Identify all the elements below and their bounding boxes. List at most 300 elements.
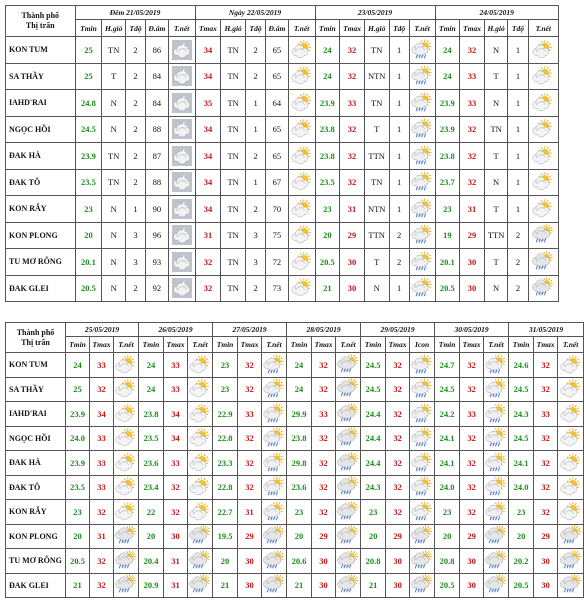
value-cell: 87	[146, 143, 168, 170]
value-cell: TN	[221, 90, 246, 117]
sun-cloud-rain-icon	[264, 404, 284, 424]
column-header: Tđộ	[125, 20, 145, 37]
value-cell: N	[102, 116, 126, 143]
weather-icon-cell	[168, 196, 195, 223]
weather-icon-cell	[484, 475, 509, 500]
value-cell: 34	[195, 63, 221, 90]
value-cell: 92	[146, 275, 168, 302]
tmin-cell: 21	[66, 573, 90, 598]
tmax-cell: 30	[312, 549, 336, 574]
sun-cloud-icon	[190, 404, 210, 424]
value-cell: TN	[221, 169, 246, 196]
cloud-rain-icon	[561, 575, 581, 595]
value-cell: 24	[315, 63, 340, 90]
weather-icon-cell	[288, 222, 315, 249]
tmin-cell: 22.8	[213, 426, 238, 451]
weather-icon-cell	[410, 402, 435, 427]
city-name: NGỌC HỒI	[6, 426, 66, 451]
value-cell: 20.5	[435, 275, 460, 302]
weather-icon-cell	[484, 402, 509, 427]
tmax-cell: 32	[460, 426, 484, 451]
weather-icon-cell	[288, 90, 315, 117]
night-cloud-icon	[172, 278, 192, 298]
weather-icon-cell	[558, 353, 584, 378]
value-cell: 32	[195, 249, 221, 276]
sun-cloud-icon	[292, 278, 312, 298]
day-header: Đêm 21/05/2019	[75, 6, 195, 20]
value-cell: 23.9	[435, 90, 460, 117]
column-header: Tmax	[312, 337, 336, 353]
tmax-cell: 29	[238, 524, 262, 549]
value-cell: 24.8	[75, 90, 102, 117]
weather-icon-cell	[336, 524, 361, 549]
tmax-cell: 32	[386, 402, 410, 427]
tmin-cell: 24.5	[509, 377, 534, 402]
tmax-cell: 32	[386, 426, 410, 451]
weather-icon-cell	[484, 573, 509, 598]
city-column-header: Thành phố Thị trấn	[6, 6, 76, 37]
weather-icon-cell	[409, 249, 435, 276]
weather-icon-cell	[168, 222, 195, 249]
column-header: Tmax	[195, 20, 221, 37]
city-name: KON PLONG	[6, 222, 76, 249]
sun-cloud-rain-icon	[412, 404, 432, 424]
sun-cloud-rain-icon	[486, 453, 506, 473]
value-cell: 1	[389, 90, 409, 117]
tmax-cell: 30	[386, 573, 410, 598]
value-cell: 1	[508, 196, 528, 223]
tmax-cell: 32	[460, 353, 484, 378]
weather-icon-cell	[188, 426, 213, 451]
value-cell: TN	[221, 37, 246, 64]
weather-icon-cell	[168, 116, 195, 143]
value-cell: 23.9	[315, 90, 340, 117]
tmin-cell: 24.1	[435, 451, 460, 476]
tmax-cell: 33	[90, 451, 114, 476]
sun-cloud-icon	[190, 453, 210, 473]
column-header: T.nết	[558, 337, 584, 353]
tmin-cell: 24.5	[509, 426, 534, 451]
sun-cloud-icon	[561, 477, 581, 497]
tmax-cell: 32	[534, 475, 558, 500]
city-column-header: Thành phố Thị trấn	[6, 323, 66, 353]
weather-icon-cell	[409, 222, 435, 249]
column-header: T.nết	[262, 337, 287, 353]
weather-icon-cell	[336, 573, 361, 598]
value-cell: TN	[364, 90, 389, 117]
weather-icon-cell	[410, 475, 435, 500]
tmax-cell: 33	[164, 377, 188, 402]
weather-icon-cell	[409, 37, 435, 64]
tmin-cell: 24.1	[435, 426, 460, 451]
column-header: T.nết	[114, 337, 139, 353]
tmin-cell: 24.5	[361, 377, 386, 402]
tmin-cell: 23.8	[139, 402, 164, 427]
tmin-cell: 24.6	[509, 353, 534, 378]
weather-icon-cell	[114, 377, 139, 402]
tmin-cell: 20	[287, 524, 312, 549]
value-cell: 32	[340, 37, 365, 64]
tmin-cell: 24	[66, 353, 90, 378]
sun-cloud-icon	[190, 379, 210, 399]
cloud-rain-icon	[561, 551, 581, 571]
sun-cloud-rain-icon	[412, 93, 432, 113]
weather-icon-cell	[262, 500, 287, 525]
weather-icon-cell	[558, 573, 584, 598]
value-cell: 23.5	[315, 169, 340, 196]
sun-cloud-icon	[533, 172, 553, 192]
tmin-cell: 20.6	[287, 549, 312, 574]
value-cell: 20.5	[75, 275, 102, 302]
cloud-rain-icon	[412, 575, 432, 595]
sun-cloud-rain-icon	[264, 477, 284, 497]
weather-icon-cell	[288, 196, 315, 223]
day-header: 29/05/2019	[361, 323, 435, 337]
value-cell: TN	[221, 196, 246, 223]
value-cell: 93	[146, 249, 168, 276]
tmin-cell: 24.0	[509, 475, 534, 500]
column-header: Tmin	[315, 20, 340, 37]
tmax-cell: 32	[460, 377, 484, 402]
value-cell: 25	[75, 63, 102, 90]
sun-cloud-icon	[190, 428, 210, 448]
value-cell: TN	[221, 63, 246, 90]
tmin-cell: 24.3	[361, 475, 386, 500]
sun-cloud-icon	[533, 93, 553, 113]
tmax-cell: 33	[534, 402, 558, 427]
tmax-cell: 32	[312, 500, 336, 525]
value-cell: 23.8	[435, 143, 460, 170]
value-cell: 33	[460, 90, 485, 117]
value-cell: 20.5	[315, 249, 340, 276]
value-cell: 1	[389, 196, 409, 223]
value-cell: NTN	[364, 196, 389, 223]
tmax-cell: 32	[312, 451, 336, 476]
tmax-cell: 30	[460, 549, 484, 574]
column-header: Tmax	[164, 337, 188, 353]
tmax-cell: 32	[534, 377, 558, 402]
tmin-cell: 24.0	[435, 475, 460, 500]
cloud-rain-icon	[116, 526, 136, 546]
weather-icon-cell	[188, 377, 213, 402]
value-cell: N	[484, 169, 508, 196]
weather-icon-cell	[336, 451, 361, 476]
value-cell: 73	[266, 275, 288, 302]
value-cell: 32	[460, 116, 485, 143]
tmin-cell: 23.5	[66, 475, 90, 500]
tmin-cell: 20.4	[139, 549, 164, 574]
sun-cloud-icon	[533, 119, 553, 139]
city-name: TU MƠ RÔNG	[6, 549, 66, 574]
weather-icon-cell	[114, 451, 139, 476]
tmax-cell: 30	[386, 549, 410, 574]
tmax-cell: 31	[164, 549, 188, 574]
weather-icon-cell	[528, 63, 558, 90]
tmin-cell: 24.4	[361, 426, 386, 451]
column-header: Tđộ	[246, 20, 266, 37]
weather-icon-cell	[262, 353, 287, 378]
value-cell: TTN	[364, 222, 389, 249]
column-header: Tmin	[509, 337, 534, 353]
tmin-cell: 20.5	[66, 549, 90, 574]
sun-cloud-icon	[292, 146, 312, 166]
tmin-cell: 20	[66, 524, 90, 549]
weather-icon-cell	[336, 377, 361, 402]
value-cell: N	[102, 249, 126, 276]
city-name: ĐAK HÀ	[6, 143, 76, 170]
tmin-cell: 20.5	[509, 573, 534, 598]
value-cell: 1	[246, 116, 266, 143]
night-cloud-icon	[172, 225, 192, 245]
value-cell: 32	[340, 169, 365, 196]
value-cell: T	[484, 143, 508, 170]
value-cell: 96	[146, 222, 168, 249]
sun-cloud-icon	[292, 199, 312, 219]
value-cell: 2	[508, 275, 528, 302]
sun-cloud-rain-icon	[412, 252, 432, 272]
table-row	[6, 143, 559, 170]
tmax-cell: 32	[460, 500, 484, 525]
tmax-cell: 32	[460, 475, 484, 500]
weather-icon-cell	[409, 116, 435, 143]
column-header: Tmax	[238, 337, 262, 353]
cloud-rain-icon	[338, 575, 358, 595]
cloud-rain-icon	[190, 551, 210, 571]
tmax-cell: 34	[164, 426, 188, 451]
weather-icon-cell	[288, 116, 315, 143]
tmax-cell: 32	[534, 353, 558, 378]
value-cell: 19	[435, 222, 460, 249]
cloud-rain-icon	[338, 502, 358, 522]
weather-icon-cell	[168, 63, 195, 90]
tmax-cell: 32	[238, 451, 262, 476]
table-row	[6, 426, 584, 451]
weather-icon-cell	[168, 275, 195, 302]
sun-cloud-rain-icon	[264, 453, 284, 473]
sun-cloud-rain-icon	[412, 477, 432, 497]
value-cell: 23.9	[75, 143, 102, 170]
sun-cloud-rain-icon	[412, 199, 432, 219]
tmax-cell: 32	[164, 500, 188, 525]
tmin-cell: 23.6	[139, 451, 164, 476]
tmin-cell: 24	[287, 353, 312, 378]
tmin-cell: 21	[361, 573, 386, 598]
sun-cloud-rain-icon	[412, 172, 432, 192]
tmin-cell: 23	[213, 377, 238, 402]
cloud-rain-icon	[412, 526, 432, 546]
weather-icon-cell	[262, 573, 287, 598]
cloud-rain-icon	[264, 551, 284, 571]
value-cell: 31	[340, 196, 365, 223]
weather-icon-cell	[262, 475, 287, 500]
table-row	[6, 90, 559, 117]
sun-cloud-icon	[533, 40, 553, 60]
weather-icon-cell	[484, 377, 509, 402]
cloud-rain-icon	[533, 278, 553, 298]
table-row	[6, 402, 584, 427]
tmax-cell: 33	[90, 353, 114, 378]
sun-cloud-rain-icon	[412, 119, 432, 139]
tmin-cell: 23.3	[213, 451, 238, 476]
cloud-rain-icon	[264, 575, 284, 595]
value-cell: T	[102, 63, 126, 90]
value-cell: 20	[315, 222, 340, 249]
value-cell: N	[484, 90, 508, 117]
value-cell: TN	[364, 37, 389, 64]
cloud-rain-icon	[190, 526, 210, 546]
value-cell: 1	[389, 116, 409, 143]
tmin-cell: 23.5	[139, 426, 164, 451]
weather-icon-cell	[288, 249, 315, 276]
sun-cloud-icon	[533, 146, 553, 166]
tmin-cell: 21	[213, 573, 238, 598]
weather-icon-cell	[410, 549, 435, 574]
value-cell: N	[102, 222, 126, 249]
sun-cloud-rain-icon	[486, 404, 506, 424]
column-header: T.nết	[168, 20, 195, 37]
weather-icon-cell	[188, 353, 213, 378]
weather-icon-cell	[410, 573, 435, 598]
tmin-cell: 20.5	[435, 573, 460, 598]
value-cell: 1	[125, 196, 145, 223]
value-cell: 23.8	[315, 116, 340, 143]
value-cell: 1	[508, 116, 528, 143]
sun-cloud-icon	[116, 477, 136, 497]
value-cell: TN	[221, 222, 246, 249]
weather-icon-cell	[558, 524, 584, 549]
value-cell: 20.1	[435, 249, 460, 276]
city-name: ĐAK GLEI	[6, 573, 66, 598]
city-name: SA THẦY	[6, 377, 66, 402]
weather-icon-cell	[558, 451, 584, 476]
value-cell: 70	[266, 196, 288, 223]
weather-icon-cell	[262, 451, 287, 476]
value-cell: T	[484, 63, 508, 90]
night-cloud-icon	[172, 252, 192, 272]
sun-cloud-rain-icon	[486, 355, 506, 375]
value-cell: 31	[195, 222, 221, 249]
weather-icon-cell	[188, 524, 213, 549]
column-header: Tmin	[435, 337, 460, 353]
tmin-cell: 20.2	[509, 549, 534, 574]
cloud-rain-icon	[338, 379, 358, 399]
tmax-cell: 32	[386, 377, 410, 402]
weather-icon-cell	[168, 143, 195, 170]
column-header: H.gió	[102, 20, 126, 37]
value-cell: 3	[246, 249, 266, 276]
tmin-cell: 24	[139, 353, 164, 378]
tmin-cell: 23	[361, 500, 386, 525]
weather-icon-cell	[528, 143, 558, 170]
value-cell: 2	[508, 249, 528, 276]
weather-icon-cell	[484, 500, 509, 525]
night-cloud-icon	[172, 66, 192, 86]
tmin-cell: 23.6	[287, 475, 312, 500]
city-name: NGỌC HỒI	[6, 116, 76, 143]
weather-icon-cell	[484, 524, 509, 549]
weather-icon-cell	[410, 524, 435, 549]
tmax-cell: 32	[90, 549, 114, 574]
value-cell: TTN	[364, 143, 389, 170]
sun-cloud-rain-icon	[486, 428, 506, 448]
city-name: ĐAK GLEI	[6, 275, 76, 302]
value-cell: TN	[221, 143, 246, 170]
weather-icon-cell	[188, 549, 213, 574]
value-cell: 65	[266, 63, 288, 90]
tmax-cell: 29	[460, 524, 484, 549]
sun-cloud-rain-icon	[486, 379, 506, 399]
tmax-cell: 32	[312, 475, 336, 500]
sun-cloud-rain-icon	[412, 379, 432, 399]
tmin-cell: 20.8	[361, 549, 386, 574]
weather-icon-cell	[168, 169, 195, 196]
tmin-cell: 22.9	[213, 402, 238, 427]
value-cell: 20	[75, 222, 102, 249]
value-cell: 30	[340, 249, 365, 276]
column-header: Đ.ẩm	[146, 20, 168, 37]
value-cell: 1	[508, 37, 528, 64]
column-header: Tđộ	[508, 20, 528, 37]
city-name: ĐAK HÀ	[6, 451, 66, 476]
sun-cloud-icon	[561, 453, 581, 473]
weather-icon-cell	[558, 549, 584, 574]
tmin-cell: 23.8	[287, 426, 312, 451]
value-cell: 23.8	[315, 143, 340, 170]
cloud-rain-icon	[412, 551, 432, 571]
weather-icon-cell	[336, 402, 361, 427]
column-header: Tmax	[340, 20, 365, 37]
value-cell: 3	[125, 249, 145, 276]
value-cell: T	[364, 249, 389, 276]
column-header: Tmax	[386, 337, 410, 353]
day-header: 24/05/2019	[435, 6, 559, 20]
weather-icon-cell	[262, 426, 287, 451]
table-row	[6, 353, 584, 378]
cloud-rain-icon	[561, 526, 581, 546]
weather-icon-cell	[484, 353, 509, 378]
weather-icon-cell	[484, 451, 509, 476]
cloud-rain-icon	[190, 575, 210, 595]
weather-icon-cell	[288, 37, 315, 64]
tmin-cell: 23.4	[139, 475, 164, 500]
weather-icon-cell	[409, 196, 435, 223]
tmin-cell: 23	[435, 500, 460, 525]
value-cell: 2	[125, 143, 145, 170]
value-cell: 1	[389, 63, 409, 90]
city-name: KON RẪY	[6, 500, 66, 525]
value-cell: 32	[340, 116, 365, 143]
column-header: T.nết	[336, 337, 361, 353]
tmax-cell: 30	[164, 524, 188, 549]
day-header: 28/05/2019	[287, 323, 361, 337]
tmax-cell: 32	[460, 451, 484, 476]
value-cell: 1	[508, 143, 528, 170]
value-cell: N	[484, 275, 508, 302]
weather-icon-cell	[114, 524, 139, 549]
cloud-rain-icon	[486, 575, 506, 595]
tmin-cell: 20	[509, 524, 534, 549]
tmin-cell: 20.9	[139, 573, 164, 598]
column-header: H.gió	[484, 20, 508, 37]
value-cell: 23.7	[435, 169, 460, 196]
value-cell: T	[484, 249, 508, 276]
value-cell: 1	[246, 169, 266, 196]
weather-icon-cell	[262, 377, 287, 402]
value-cell: 2	[389, 249, 409, 276]
cloud-rain-icon	[264, 526, 284, 546]
weather-icon-cell	[114, 426, 139, 451]
column-header: T.nết	[528, 20, 558, 37]
